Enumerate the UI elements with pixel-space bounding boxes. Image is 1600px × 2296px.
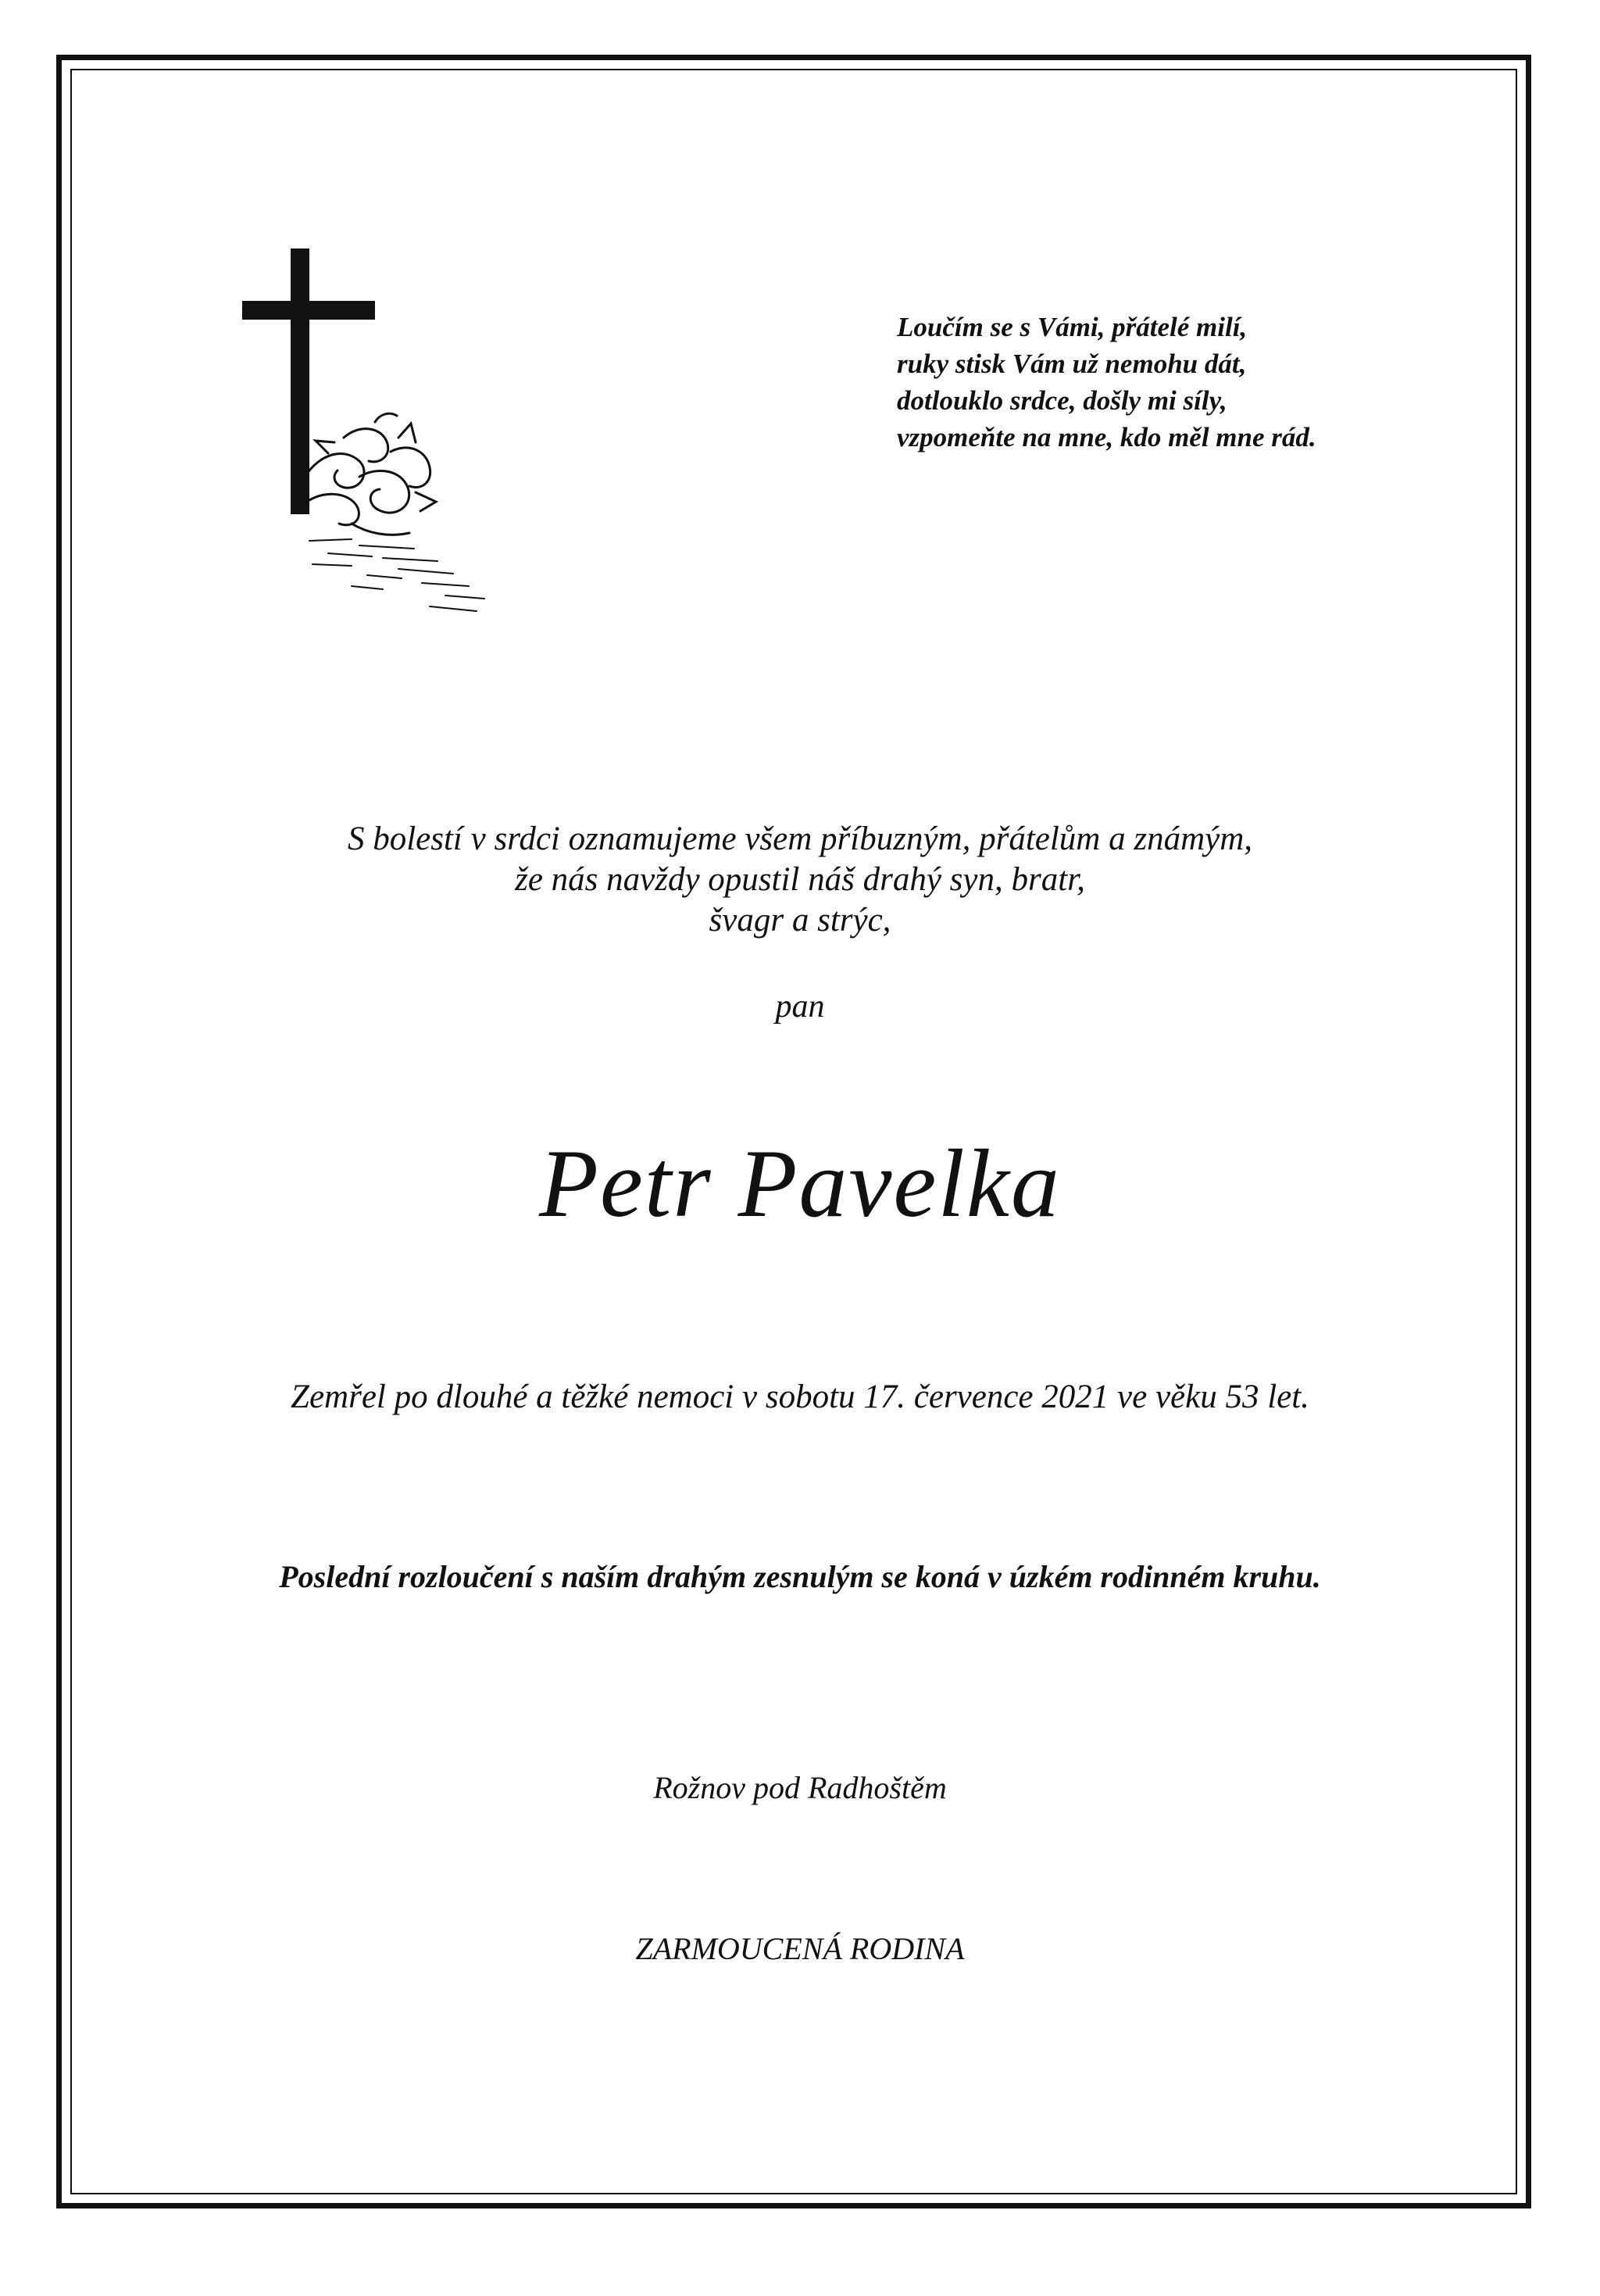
announcement-block: [0, 819, 1600, 941]
death-notice: Zemřel po dlouhé a těžké nemoci v sobotu 17. července 2021 ve věku 53 let.: [291, 1379, 1309, 1415]
verse-line: ruky stisk Vám už nemohu dát,: [897, 349, 1247, 379]
verse-block: [897, 309, 1444, 456]
announcement-line: S bolestí v srdci oznamujeme všem příbuzným, přátelům a známým,: [347, 821, 1253, 857]
farewell-notice: Poslední rozloučení s naším drahým zesnulým se koná v úzkém rodinném kruhu.: [279, 1559, 1321, 1594]
announcement-line: švagr a strýc,: [709, 902, 891, 939]
title-word: pan: [775, 989, 825, 1025]
signature-line: ZARMOUCENÁ RODINA: [635, 1931, 965, 1966]
verse-line: Loučím se s Vámi, přátelé milí,: [897, 312, 1248, 342]
announcement-line: že nás navždy opustil náš drahý syn, bratr,: [515, 861, 1085, 898]
cross-with-roses-icon: [234, 242, 547, 633]
place-line: Rožnov pod Radhoštěm: [653, 1770, 947, 1805]
verse-line: dotlouklo srdce, došly mi síly,: [897, 385, 1227, 416]
verse-line: vzpomeňte na mne, kdo měl mne rád.: [897, 422, 1316, 452]
deceased-name: Petr Pavelka: [539, 1130, 1061, 1237]
